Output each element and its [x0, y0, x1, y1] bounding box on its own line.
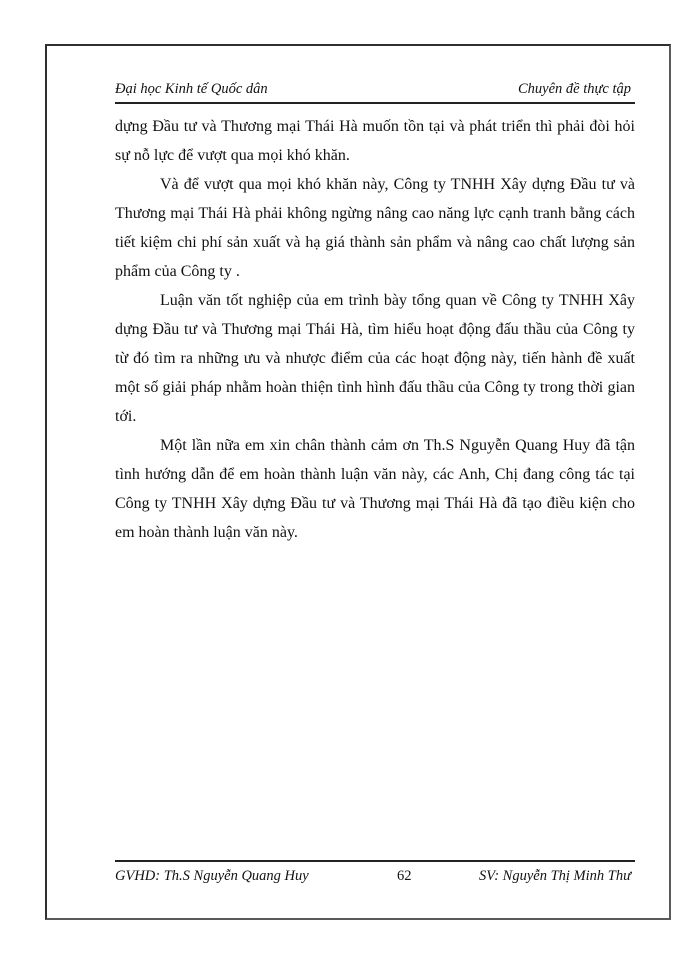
paragraph: Luận văn tốt nghiệp của em trình bày tổng quan về Công ty TNHH Xây dựng Đầu tư và Thương mại Thái Hà, tìm hiểu hoạt động đấu thầu của Công ty từ đó tìm ra những ưu và nhược điểm của các hoạt động này, tiến hành đề xuất một số giải pháp nhằm hoàn thiện tình hình đấu thầu của Công ty trong thời gian tới.: [115, 292, 635, 425]
paragraph: Một lần nữa em xin chân thành cảm ơn Th.S Nguyễn Quang Huy đã tận tình hướng dẫn để em hoàn thành luận văn này, các Anh, Chị đang công tác tại Công ty TNHH Xây dựng Đầu tư và Thương mại Thái Hà đã tạo điều kiện cho em hoàn thành luận văn này.: [115, 437, 635, 541]
header-document-type: Chuyên đề thực tập: [517, 81, 631, 97]
footer-student: SV: Nguyễn Thị Minh Thư: [479, 868, 631, 884]
header-university: Đại học Kinh tế Quốc dân: [115, 81, 268, 97]
paragraph-continuation: dựng Đầu tư và Thương mại Thái Hà muốn tồn tại và phát triển thì phải đòi hỏi sự nỗ lực để vượt qua mọi khó khăn.: [115, 118, 635, 164]
footer-advisor: GVHD: Th.S Nguyễn Quang Huy: [115, 868, 309, 884]
page-number: 62: [397, 868, 412, 884]
page-header: [115, 80, 635, 104]
paragraph: Và để vượt qua mọi khó khăn này, Công ty TNHH Xây dựng Đầu tư và Thương mại Thái Hà phải không ngừng nâng cao năng lực cạnh tranh bằng cách tiết kiệm chi phí sản xuất và hạ giá thành sản phẩm và nâng cao chất lượng sản phẩm của Công ty .: [115, 176, 635, 280]
page-footer: [115, 860, 635, 890]
document-body: [115, 112, 635, 547]
